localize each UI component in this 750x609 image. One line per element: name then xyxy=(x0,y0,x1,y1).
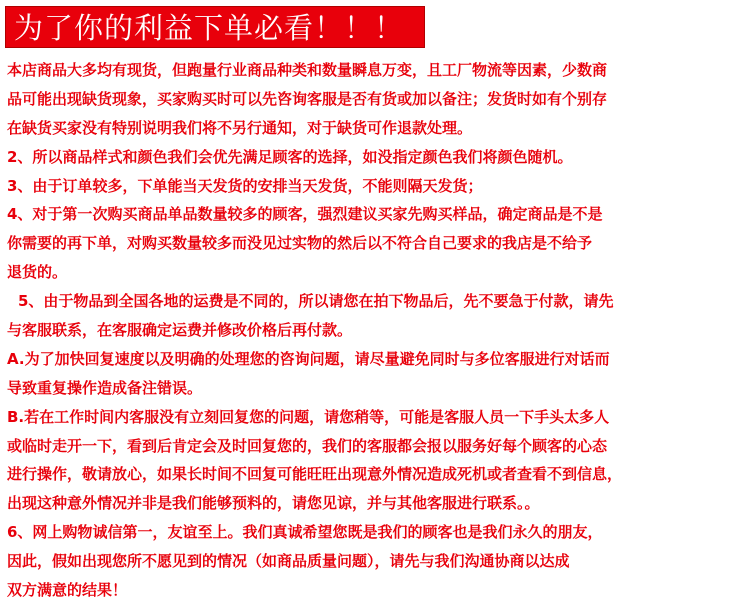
notice-line: 5、由于物品到全国各地的运费是不同的，所以请您在拍下物品后，先不要急于付款，请先 xyxy=(18,292,614,311)
notice-line: 品可能出现缺货现象，买家购买时可以先咨询客服是否有货或加以备注；发货时如有个别存 xyxy=(7,89,608,108)
notice-line: B.若在工作时间内客服没有立刻回复您的问题，请您稍等，可能是客服人员一下手头太多人 xyxy=(7,407,610,426)
notice-line: 6、网上购物诚信第一，友谊至上。我们真诚希望您既是我们的顾客也是我们永久的朋友， xyxy=(7,523,603,542)
notice-line: A.为了加快回复速度以及明确的处理您的咨询问题，请尽量避免同时与多位客服进行对话而 xyxy=(7,349,610,368)
notice-line: 本店商品大多均有现货，但跑量行业商品种类和数量瞬息万变，且工厂物流等因素，少数商 xyxy=(7,61,608,79)
notice-line: 或临时走开一下，看到后肯定会及时回复您的，我们的客服都会报以服务好每个顾客的心态 xyxy=(7,436,608,455)
notice-line: 出现这种意外情况并非是我们能够预料的，请您见谅，并与其他客服进行联系。。 xyxy=(7,494,540,513)
notice-text xyxy=(7,56,745,605)
notice-line: 双方满意的结果！ xyxy=(7,581,128,600)
notice-line: 3、由于订单较多，下单能当天发货的安排当天发货，不能则隔天发货； xyxy=(7,176,483,195)
notice-line: 进行操作，敬请放心，如果长时间不回复可能旺旺出现意外情况造成死机或者查看不到信息， xyxy=(7,465,623,484)
notice-line: 与客服联系，在客服确定运费并修改价格后再付款。 xyxy=(7,321,353,340)
notice-line: 你需要的再下单，对购买数量较多而没见过实物的然后以不符合自己要求的我店是不给予 xyxy=(7,234,593,253)
banner-title: 为了你的利益下单必看！！！ xyxy=(14,11,405,45)
notice-line: 在缺货买家没有特别说明我们将不另行通知，对于缺货可作退款处理。 xyxy=(7,118,473,137)
notice-line: 导致重复操作造成备注错误。 xyxy=(7,378,203,397)
notice-line: 因此，假如出现您所不愿见到的情况（如商品质量问题），请先与我们沟通协商以达成 xyxy=(7,552,570,571)
notice-line: 退货的。 xyxy=(7,263,68,282)
notice-line: 4、对于第一次购买商品单品数量较多的顾客，强烈建议买家先购买样品，确定商品是不是 xyxy=(7,205,603,224)
notice-line: 2、所以商品样式和颜色我们会优先满足顾客的选择，如没指定颜色我们将颜色随机。 xyxy=(7,147,573,166)
title-banner xyxy=(5,6,425,48)
